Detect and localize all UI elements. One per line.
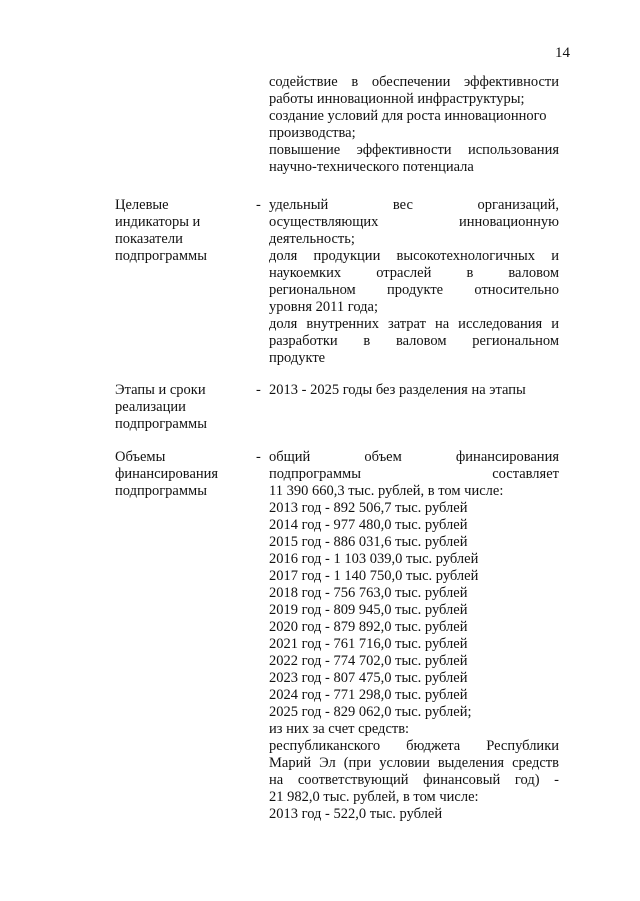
section-value-line: региональном продукте относительно [269, 282, 559, 298]
section-value-line: разработки в валовом региональном [269, 333, 559, 349]
section-dash: - [256, 197, 261, 213]
section-value-line: наукоемких отраслей в валовом [269, 265, 559, 281]
section-label-line: индикаторы и [115, 214, 201, 230]
top-block-line: создание условий для роста инновационного [269, 108, 547, 124]
page-number: 14 [555, 45, 570, 61]
section-value-line: осуществляющих инновационную [269, 214, 559, 230]
section-value-line: уровня 2011 года; [269, 299, 378, 315]
section-value-line: доля внутренних затрат на исследования и [269, 316, 559, 332]
section-value-line: 2019 год - 809 945,0 тыс. рублей [269, 602, 468, 618]
section-value-line: республиканского бюджета Республики [269, 738, 559, 754]
section-value-line: удельный вес организаций, [269, 197, 559, 213]
section-value-line: 2025 год - 829 062,0 тыс. рублей; [269, 704, 472, 720]
section-value-line: 2013 год - 522,0 тыс. рублей [269, 806, 443, 822]
section-label-line: подпрограммы [115, 416, 207, 432]
section-value-line: 2022 год - 774 702,0 тыс. рублей [269, 653, 468, 669]
section-label-line: подпрограммы [115, 483, 207, 499]
section-dash: - [256, 449, 261, 465]
section-value-line: 2021 год - 761 716,0 тыс. рублей [269, 636, 468, 652]
section-value-line: 2014 год - 977 480,0 тыс. рублей [269, 517, 468, 533]
section-value-line: деятельность; [269, 231, 355, 247]
section-value-line: 2013 год - 892 506,7 тыс. рублей [269, 500, 468, 516]
section-value-line: 2018 год - 756 763,0 тыс. рублей [269, 585, 468, 601]
section-label-line: финансирования [115, 466, 219, 482]
section-value-line: 11 390 660,3 тыс. рублей, в том числе: [269, 483, 504, 499]
section-value-line: 21 982,0 тыс. рублей, в том числе: [269, 789, 479, 805]
top-block-line: производства; [269, 125, 356, 141]
section-dash: - [256, 382, 261, 398]
section-value-line: 2020 год - 879 892,0 тыс. рублей [269, 619, 468, 635]
section-label-line: показатели [115, 231, 183, 247]
section-value-line: 2013 - 2025 годы без разделения на этапы [269, 382, 526, 398]
section-value-line: из них за счет средств: [269, 721, 410, 737]
section-value-line: 2015 год - 886 031,6 тыс. рублей [269, 534, 468, 550]
section-value-line: доля продукции высокотехнологичных и [269, 248, 559, 264]
top-block-line: научно-технического потенциала [269, 159, 474, 175]
top-block-line: повышение эффективности использования [269, 142, 559, 158]
section-value-line: на соответствующий финансовый год) - [269, 772, 559, 788]
section-label-line: реализации [115, 399, 186, 415]
top-block-line: работы инновационной инфраструктуры; [269, 91, 525, 107]
top-block-line: содействие в обеспечении эффективности [269, 74, 559, 90]
section-label-line: подпрограммы [115, 248, 207, 264]
section-value-line: 2024 год - 771 298,0 тыс. рублей [269, 687, 468, 703]
section-label-line: Объемы [115, 449, 166, 465]
section-label-line: Целевые [115, 197, 169, 213]
section-value-line: 2017 год - 1 140 750,0 тыс. рублей [269, 568, 479, 584]
section-value-line: 2016 год - 1 103 039,0 тыс. рублей [269, 551, 479, 567]
section-value-line: подпрограммы составляет [269, 466, 559, 482]
section-value-line: общий объем финансирования [269, 449, 559, 465]
section-label-line: Этапы и сроки [115, 382, 206, 398]
section-value-line: продукте [269, 350, 326, 366]
section-value-line: Марий Эл (при условии выделения средств [269, 755, 559, 771]
section-value-line: 2023 год - 807 475,0 тыс. рублей [269, 670, 468, 686]
